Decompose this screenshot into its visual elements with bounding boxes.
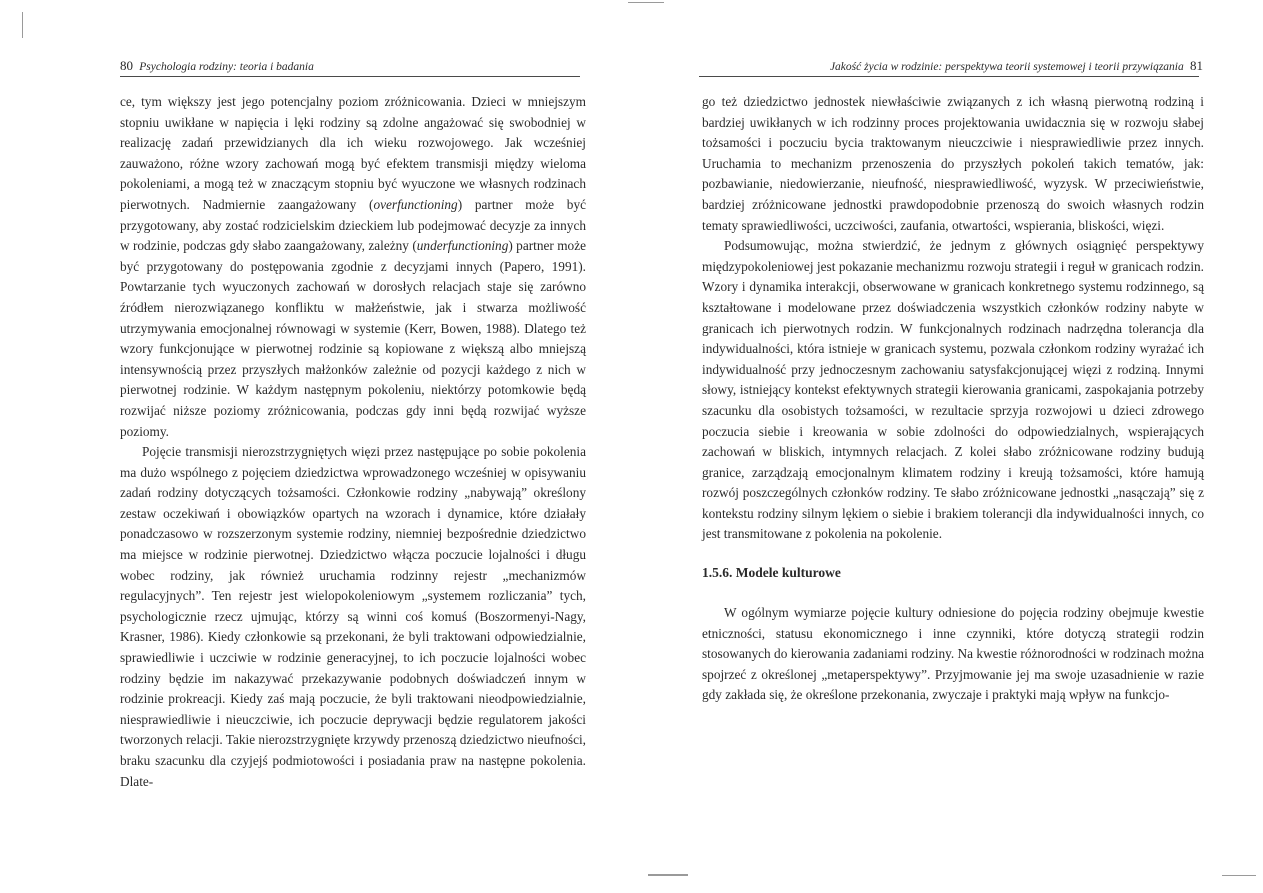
right-running-title: Jakość życia w rodzinie: perspektywa teorii systemowej i teorii przywiązania [829, 61, 1184, 73]
left-running-title: Psychologia rodziny: teoria i badania [139, 61, 314, 73]
left-page-number: 80 [120, 58, 133, 73]
left-paragraph-2: Pojęcie transmisji nierozstrzygniętych więzi przez następujące po sobie pokolenia ma dużo wspólnego z pojęciem dziedzictwa wprowadzonego wcześniej w opisywaniu zadań rodziny dotyczących tożsamości. Członkowie rodziny „nabywają” określony zestaw oczekiwań i obowiązków opartych na wzorach i dynamice, które działały ponadczasowo w rozszerzonym systemie rodziny, niemniej bezpośrednie dziedzictwo ma miejsce w rodzinie pierwotnej. Dziedzictwo włącza poczucie lojalności i długu wobec rodziny, jak również uruchamia rodzinny rejestr „mechanizmów regulacyjnych”. Ten rejestr jest wielopokoleniowym „systemem rozliczania” tych, psychologicznie rzecz ujmując, którzy są winni coś komuś (Boszormenyi-Nagy, Krasner, 1986). Kiedy członkowie są przekonani, że byli traktowani odpowiedzialnie, sprawiedliwie i uczciwie w rodzinie generacyjnej, to ich poczucie lojalności wobec rodziny będzie im nakazywać przekazywanie podobnych doświadczeń innym w rodzinie prokreacji. Kiedy zaś mają poczucie, że byli traktowani nieodpowiedzialnie, niesprawiedliwie i nieuczciwie, ich poczucie deprywacji będzie regulatorem jakości tworzonych relacji. Takie nierozstrzygnięte krzywdy przenoszą dziedzictwo nieufności, braku szacunku dla czyjejś podmiotowości i posiadania praw na następne pokolenia. Dlate- [120, 444, 586, 789]
right-page [632, 0, 1263, 893]
section-heading: 1.5.6. Modele kulturowe [702, 565, 841, 581]
left-header-rule [120, 76, 580, 77]
term-underfunctioning: underfunctioning [416, 238, 509, 254]
term-overfunctioning: overfunctioning [373, 196, 458, 212]
right-page-number: 81 [1190, 58, 1203, 73]
right-header-rule [699, 76, 1199, 77]
left-paragraph-1: ce, tym większy jest jego potencjalny poziom zróżnicowania. Dzieci w mniejszym stopniu uwikłane w napięcia i lęki rodziny są zdolne angażować się swobodniej w realizację zadań przewidzianych dla ich wieku rozwojowego. Jak wcześniej zauważono, różne wzory zachowań mogą być efektem transmisji między wieloma pokoleniami, a mogą też w znaczącym stopniu być wyuczone we własnych rodzinach pierwotnych. Nadmiernie zaangażowany (overfunctioning) partner może być przygotowany, aby zostać rodzicielskim dzieckiem lub podejmować decyzje za innych w rodzinie, podczas gdy słabo zaangażowany, zależny (underfunctioning) partner może być przygotowany do postępowania zgodnie z decyzjami innych (Papero, 1991). Powtarzanie tych wyuczonych zachowań w dorosłych relacjach staje się zarówno źródłem nierozwiązanego konfliktu w małżeństwie, jak i stwarza możliwość utrzymywania emocjonalnej równowagi w systemie (Kerr, Bowen, 1988). Dlatego też wzory funkcjonujące w pierwotnej rodzinie są kopiowane z większą albo mniejszą intensywnością przez przyszłych małżonków zależnie od pozycji każdego z nich w pierwotnej rodzinie. W każdym następnym pokoleniu, niektórzy potomkowie będą rozwijać niższe poziomy zróżnicowania, podczas gdy inni będą rozwijać wyższe poziomy. [120, 94, 586, 439]
right-paragraph-1: go też dziedzictwo jednostek niewłaściwie związanych z ich własną pierwotną rodziną i bardziej uwikłanych w ich rodzinny proces projektowania uwidacznia się w rozwoju słabej tożsamości i poczuciu bycia traktowanym nieuczciwie i niesprawiedliwie przez innych. Uruchamia to mechanizm przenoszenia do przyszłych pokoleń takich tematów, jak: pozbawianie, niedowierzanie, nieufność, niesprawiedliwość, wyzysk. W przeciwieństwie, bardziej zróżnicowane jednostki prawdopodobnie przenoszą do swoich własnych rodzin tematy sprawiedliwości, uczciwości, zaufania, otwartości, wspierania, bliskości, więzi. [702, 94, 1204, 233]
left-running-header [120, 58, 314, 75]
left-body-text [120, 92, 586, 792]
right-paragraph-3: W ogólnym wymiarze pojęcie kultury odniesione do pojęcia rodziny obejmuje kwestie etniczności, statusu ekonomicznego i inne czynniki, które dotyczą strategii rodzin stosowanych do kierowania zadaniami rodziny. Na kwestie różnorodności w rodzinach można spojrzeć z określonej „metaperspektywy”. Przyjmowanie jej ma swoje uzasadnienie w razie gdy zakłada się, że określone przekonania, zwyczaje i praktyki mają wpływ na funkcjo- [702, 605, 1204, 703]
right-running-header [830, 58, 1203, 75]
scan-mark-bottom-center [648, 874, 688, 876]
right-paragraph-2: Podsumowując, można stwierdzić, że jednym z głównych osiągnięć perspektywy międzypokoleniowej jest pokazanie mechanizmu rozwoju strategii i reguł w granicach rodzin. Wzory i dynamika interakcji, obserwowane w granicach konkretnego systemu rodzinnego, są kształtowane i modelowane przez doświadczenia wszystkich członków rodziny nabyte w granicach ich pierwotnych rodzin. W funkcjonalnych rodzinach nadrzędna tolerancja dla indywidualności, która istnieje w granicach systemu, pozwala członkom rodziny wyrażać ich indywidualność przy jednoczesnym zachowaniu satysfakcjonującej więzi z rodziną. Innymi słowy, istniejący kontekst efektywnych strategii kierowania granicami, zaspokajania potrzeby szacunku dla osobistych tożsamości, w rezultacie sprzyja rozwojowi u dzieci zdrowego poczucia siebie i kreowania w sobie zdolności do odpowiedzialnych, wspierających zachowań w bliskich, intymnych relacjach. Z kolei słabo zróżnicowane rodziny budują granice, zarządzają emocjonalnym klimatem rodziny i kreują tożsamości, które hamują rozwój poszczególnych członków rodziny. Te słabo zróżnicowane jednostki „nasączają” się z kontekstu rodziny silnym lękiem o siebie i brakiem tolerancji dla indywidualności innych, co jest transmitowane z pokolenia na pokolenie. [702, 238, 1204, 542]
scan-mark-top-center [628, 2, 664, 3]
right-body-text [702, 92, 1204, 706]
scan-mark-top-left [22, 12, 23, 38]
scan-mark-bottom-right [1222, 875, 1256, 876]
